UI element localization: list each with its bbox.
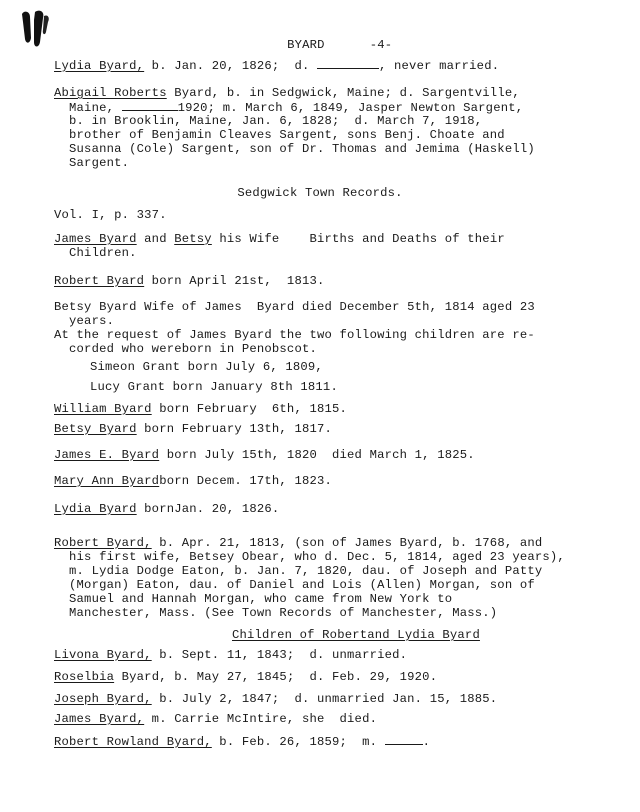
william-name: William Byard — [54, 402, 152, 416]
robert-born-text: born April 21st, 1813. — [144, 274, 325, 288]
jamese-name: James E. Byard — [54, 448, 160, 462]
betsy-name: Betsy — [174, 232, 212, 246]
livona-text: b. Sept. 11, 1843; d. unmarried. — [151, 648, 408, 662]
abigail-line-2 — [54, 100, 523, 115]
joseph-text: b. July 2, 1847; d. unmarried Jan. 15, 1885. — [151, 692, 498, 706]
betsy2-born-text: born February 13th, 1817. — [136, 422, 333, 436]
lydia-name: Lydia Byard, — [54, 59, 145, 73]
james-name: James Byard — [54, 232, 137, 246]
livona-line — [54, 648, 407, 662]
lucy-line: Lucy Grant born January 8th 1811. — [90, 380, 338, 394]
robert-bio-line-4: (Morgan) Eaton, dau. of Daniel and Lois (Allen) Morgan, son of — [54, 578, 535, 592]
robert-bio-line-3: m. Lydia Dodge Eaton, b. Jan. 7, 1820, dau. of Joseph and Patty — [54, 564, 543, 578]
header-page-number: -4- — [369, 38, 393, 52]
and-text: and — [136, 232, 175, 246]
james-child-text: m. Carrie McIntire, she died. — [144, 712, 378, 726]
robert-bio-text-1: b. Apr. 21, 1813, (son of James Byard, b. 1768, and — [151, 536, 543, 550]
livona-name: Livona Byard, — [54, 648, 152, 662]
blank-line — [385, 734, 423, 745]
mary-line — [54, 474, 332, 488]
abigail-line-4: brother of Benjamin Cleaves Sargent, sons Benj. Choate and — [54, 128, 505, 142]
joseph-line — [54, 692, 497, 706]
robert-bio-name: Robert Byard, — [54, 536, 152, 550]
roselbia-name: Roselbia — [54, 670, 115, 684]
betsy-died-line-1: Betsy Byard Wife of James Byard died December 5th, 1814 aged 23 — [54, 300, 535, 314]
blank-line — [317, 58, 379, 69]
james-child-name: James Byard, — [54, 712, 145, 726]
betsy-died-line-2: years. — [54, 314, 115, 328]
lydia2-line — [54, 502, 279, 516]
his-wife-text: his Wife Births and Deaths of their — [211, 232, 505, 246]
robert-rowland-text-b: . — [422, 735, 431, 749]
robert-rowland-name: Robert Rowland Byard, — [54, 735, 212, 749]
betsy2-name: Betsy Byard — [54, 422, 137, 436]
abigail-text-1: Byard, b. in Sedgwick, Maine; d. Sargentville, — [166, 86, 520, 100]
robert-name: Robert Byard — [54, 274, 145, 288]
abigail-line-5: Susanna (Cole) Sargent, son of Dr. Thomas and Jemima (Haskell) — [54, 142, 535, 156]
mary-born-text: born Decem. 17th, 1823. — [159, 474, 333, 488]
header-title: BYARD — [287, 38, 325, 52]
william-line — [54, 402, 347, 416]
roselbia-line — [54, 670, 437, 684]
blank-line — [122, 100, 178, 111]
abigail-text-2a: Maine, — [54, 101, 122, 115]
betsy2-line — [54, 422, 332, 436]
request-line-1: At the request of James Byard the two following children are re- — [54, 328, 535, 342]
lydia2-name: Lydia Byard — [54, 502, 137, 516]
abigail-name: Abigail Roberts — [54, 86, 167, 100]
volume-reference: Vol. I, p. 337. — [54, 208, 167, 222]
lydia-text-b: , never married. — [379, 59, 500, 73]
abigail-line-1 — [54, 86, 520, 100]
william-born-text: born February 6th, 1815. — [151, 402, 348, 416]
robert-born-line — [54, 274, 325, 288]
lydia-text-a: b. Jan. 20, 1826; d. — [144, 59, 317, 73]
robert-bio-line-1 — [54, 536, 542, 550]
robert-bio-line-2: his first wife, Betsey Obear, who d. Dec. 5, 1814, aged 23 years), — [54, 550, 565, 564]
request-line-2: corded who wereborn in Penobscot. — [54, 342, 317, 356]
town-records-heading: Sedgwick Town Records. — [237, 186, 403, 200]
lydia-entry — [54, 58, 499, 73]
james-child-line — [54, 712, 377, 726]
children-heading: Children of Robertand Lydia Byard — [232, 628, 480, 642]
simeon-line: Simeon Grant born July 6, 1809, — [90, 360, 323, 374]
robert-bio-line-6: Manchester, Mass. (See Town Records of Manchester, Mass.) — [54, 606, 498, 620]
james-betsy-line — [54, 232, 505, 246]
ink-blot-mark — [18, 8, 52, 52]
robert-rowland-text-a: b. Feb. 26, 1859; m. — [211, 735, 385, 749]
robert-rowland-line — [54, 734, 430, 749]
mary-name: Mary Ann Byard — [54, 474, 160, 488]
children-line: Children. — [54, 246, 137, 260]
robert-bio-line-5: Samuel and Hannah Morgan, who came from New York to — [54, 592, 453, 606]
jamese-born-text: born July 15th, 1820 died March 1, 1825. — [159, 448, 475, 462]
abigail-line-6: Sargent. — [54, 156, 130, 170]
abigail-line-3: b. in Brooklin, Maine, Jan. 6, 1828; d. March 7, 1918, — [54, 114, 483, 128]
abigail-text-2b: 1920; m. March 6, 1849, Jasper Newton Sargent, — [177, 101, 524, 115]
jamese-line — [54, 448, 475, 462]
lydia2-born-text: bornJan. 20, 1826. — [136, 502, 280, 516]
roselbia-text: Byard, b. May 27, 1845; d. Feb. 29, 1920. — [114, 670, 438, 684]
joseph-name: Joseph Byard, — [54, 692, 152, 706]
